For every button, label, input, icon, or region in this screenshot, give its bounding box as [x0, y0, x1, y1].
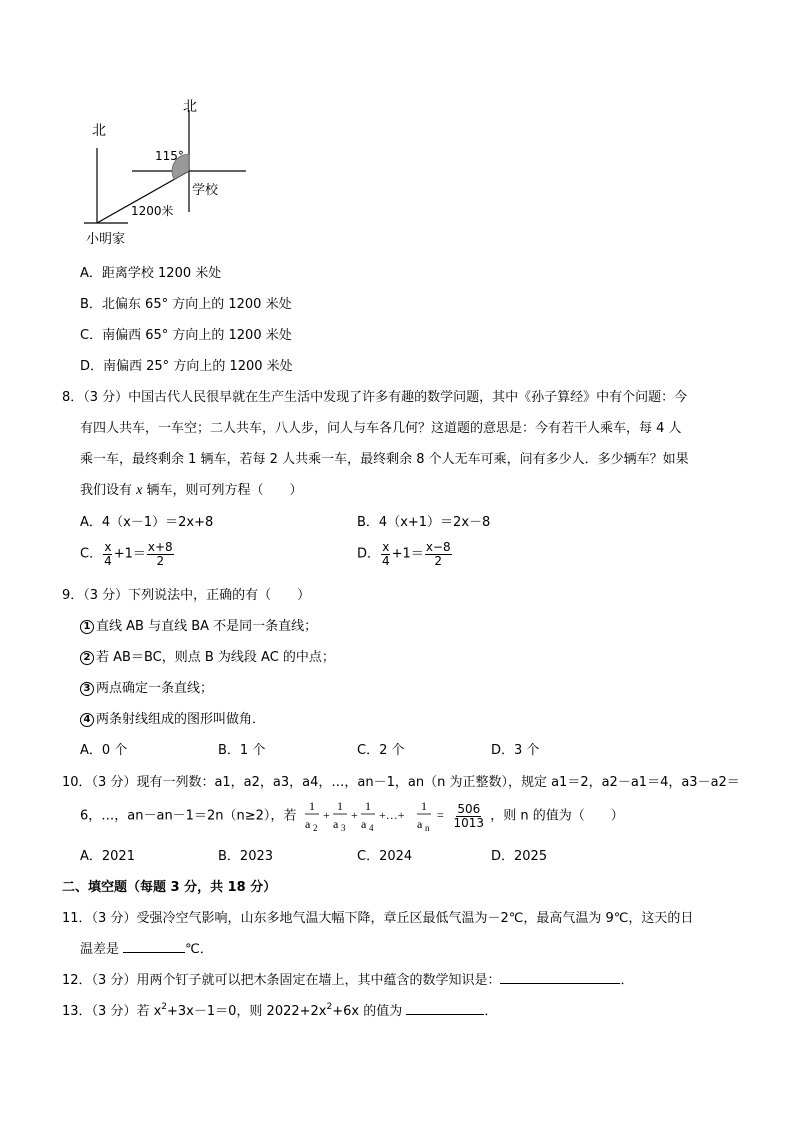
q13-mid2: +6x 的值为	[332, 1004, 403, 1019]
q8-line-4-pre: 我们设有	[80, 483, 133, 498]
q10-option-a: A．2021	[80, 849, 135, 864]
q10-option-b: B．2023	[218, 849, 274, 864]
q8-option-d	[357, 541, 453, 567]
q8-d-frac1-num: x	[382, 540, 390, 554]
svg-text:4: 4	[368, 823, 374, 833]
q8-option-a: A．4（x－1）＝2x+8	[80, 515, 214, 530]
q8-option-c	[80, 541, 175, 567]
q8-d-fraction-1	[381, 541, 391, 567]
q9-statement-2	[80, 646, 335, 665]
q12-text: 12．（3 分）用两个钉子就可以把木条固定在墙上，其中蕴含的数学知识是：	[62, 973, 501, 988]
q13-mid: +3x－1＝0，则 2022+2x	[167, 1004, 327, 1019]
section-2-heading: 二、填空题（每题 3 分，共 18 分）	[62, 880, 277, 895]
q7-option-b: B．北偏东 65° 方向上的 1200 米处	[80, 297, 292, 312]
q9-option-b: B．1 个	[218, 743, 266, 758]
q9-s4-text: 两条射线组成的图形叫做角．	[96, 712, 266, 727]
svg-text:3: 3	[340, 823, 346, 833]
q13-end: ．	[484, 1004, 498, 1019]
home-label: 小明家	[86, 232, 126, 247]
q8-d-label: D．	[357, 546, 381, 562]
q9-option-d: D．3 个	[491, 743, 540, 758]
q12-line	[62, 969, 633, 988]
q9-stem: 9．（3 分）下列说法中，正确的有（ ）	[62, 588, 311, 603]
q9-circled-2: 2	[80, 651, 94, 665]
svg-text:1: 1	[364, 799, 371, 813]
q7-option-a: A．距离学校 1200 米处	[80, 266, 222, 281]
q9-option-a: A．0 个	[80, 743, 128, 758]
q8-c-frac2-den: 2	[156, 553, 165, 568]
q8-c-frac2-num: x+8	[147, 540, 173, 554]
q13-sup-2: 2	[326, 1002, 333, 1012]
q7-option-c: C．南偏西 65° 方向上的 1200 米处	[80, 328, 292, 343]
q13-line	[62, 1000, 497, 1019]
north-label-top: 北	[183, 99, 197, 115]
q9-circled-3: 3	[80, 682, 94, 696]
q9-statement-1	[80, 615, 317, 634]
q11-line-2-post: ℃．	[185, 942, 213, 957]
q8-d-frac2-den: 2	[434, 553, 443, 568]
q8-line-4-post: 辆车，则可列方程（ ）	[146, 483, 303, 498]
direction-diagram	[70, 90, 270, 250]
school-label: 学校	[192, 183, 219, 198]
q9-s2-text: 若 AB＝BC，则点 B 为线段 AC 的中点；	[96, 650, 335, 665]
svg-text:n: n	[424, 823, 430, 833]
distance-label: 1200米	[131, 204, 174, 218]
q10-option-c: C．2024	[357, 849, 413, 864]
q8-line-2: 有四人共车，一车空；二人共车，八人步，问人与车各几何？这道题的意思是：今有若干人乘车，每 4 人	[80, 421, 682, 436]
q8-d-fraction-2	[425, 541, 452, 567]
q10-frac-num: 506	[457, 801, 481, 816]
q11-answer-blank[interactable]	[123, 940, 185, 953]
q10-frac-den: 1013	[453, 815, 485, 830]
q8-c-frac1-den: 4	[104, 553, 112, 568]
svg-text:+: +	[322, 808, 330, 822]
q13-answer-blank[interactable]	[406, 1002, 484, 1015]
q8-line-4	[80, 479, 303, 499]
q8-c-label: C．	[80, 546, 103, 562]
q9-statement-3	[80, 677, 213, 696]
q13-sup-1: 2	[161, 1002, 168, 1012]
q10-line-1: 10．（3 分）现有一列数：a1，a2，a3，a4，…，an－1，an（n 为正整数），规定 a1＝2，a2－a1＝4，a3－a2＝	[62, 775, 740, 790]
q9-circled-1: 1	[80, 620, 94, 634]
q8-option-b: B．4（x+1）＝2x－8	[357, 515, 491, 530]
q9-circled-4: 4	[80, 713, 94, 727]
q8-d-frac2-num: x−8	[425, 540, 451, 554]
q11-line-1: 11．（3 分）受强冷空气影响，山东多地气温大幅下降，章丘区最低气温为－2℃，最高气温为 9℃，这天的日	[62, 911, 694, 926]
q9-s3-text: 两点确定一条直线；	[96, 681, 214, 696]
q7-option-d: D．南偏西 25° 方向上的 1200 米处	[80, 359, 293, 374]
svg-text:+…+: +…+	[378, 808, 405, 822]
q8-line-1: 8．（3 分）中国古代人民很早就在生产生活中发现了许多有趣的数学问题，其中《孙子算经》中有个问题：今	[62, 390, 688, 405]
q11-line-2	[80, 938, 213, 957]
svg-text:=: =	[436, 808, 444, 822]
svg-text:+: +	[350, 808, 358, 822]
q10-result-fraction	[453, 803, 486, 829]
q10-reciprocal-sum	[301, 797, 461, 835]
svg-text:1: 1	[420, 799, 427, 813]
svg-text:a: a	[332, 817, 338, 831]
q9-s1-text: 直线 AB 与直线 BA 不是同一条直线；	[96, 619, 318, 634]
q8-c-mid: +1＝	[113, 546, 146, 562]
svg-text:a: a	[360, 817, 366, 831]
q12-answer-blank[interactable]	[500, 971, 620, 984]
angle-label: 115°	[155, 149, 184, 163]
q8-c-frac1-num: x	[104, 540, 112, 554]
svg-text:2: 2	[312, 823, 318, 833]
svg-text:1: 1	[336, 799, 343, 813]
q8-line-3: 乘一车，最终剩余 1 辆车，若每 2 人共乘一车，最终剩余 8 个人无车可乘，问有多少人．多少辆车？如果	[80, 452, 689, 467]
q13-pre: 13．（3 分）若 x	[62, 1004, 162, 1019]
q10-line-2-post: ，则 n 的值为（ ）	[490, 808, 624, 824]
q8-c-fraction-1	[103, 541, 113, 567]
q12-end: ．	[620, 973, 634, 988]
north-label-left: 北	[92, 123, 106, 139]
q9-statement-4	[80, 708, 265, 727]
q8-c-fraction-2	[147, 541, 174, 567]
q9-option-c: C．2 个	[357, 743, 405, 758]
q8-d-frac1-den: 4	[382, 553, 390, 568]
q8-d-mid: +1＝	[391, 546, 424, 562]
q11-line-2-pre: 温差是	[80, 942, 120, 957]
q10-line-2	[80, 797, 624, 835]
svg-text:a: a	[416, 817, 422, 831]
svg-text:a: a	[304, 817, 310, 831]
q8-var-x: x	[136, 483, 143, 498]
q10-option-d: D．2025	[491, 849, 548, 864]
q10-line-2-pre: 6，…，an－an－1＝2n（n≥2），若	[80, 808, 297, 824]
svg-text:1: 1	[308, 799, 315, 813]
